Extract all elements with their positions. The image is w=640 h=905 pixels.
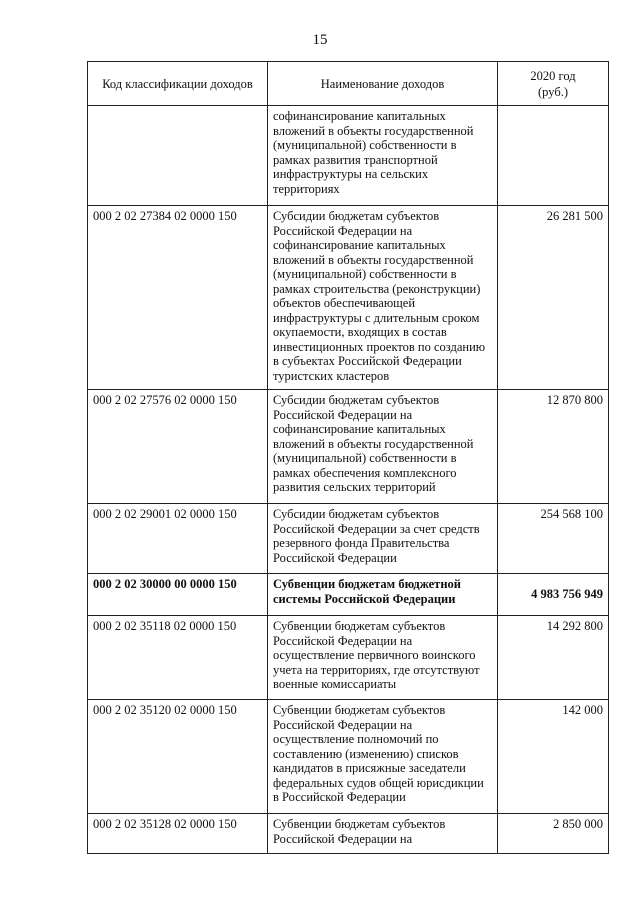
- row-amount: 26 281 500: [498, 206, 609, 390]
- row-amount: 142 000: [498, 700, 609, 814]
- header-year: 2020 год: [530, 68, 576, 83]
- table-row: [88, 504, 609, 574]
- row-code: 000 2 02 35128 02 0000 150: [88, 814, 268, 854]
- table-row: [88, 814, 609, 854]
- row-amount: [498, 106, 609, 206]
- page-number: 15: [312, 32, 328, 48]
- table-header-row: [88, 62, 609, 106]
- row-name: софинансирование капитальных вложений в объекты государственной (муниципальной) собственности в рамках развития транспортной инфраструктуры на сельских территориях: [268, 106, 498, 206]
- row-name: Субвенции бюджетам субъектов Российской Федерации на осуществление первичного воинского учета на территориях, где отсутствуют военные комиссариаты: [268, 616, 498, 700]
- row-name: Субвенции бюджетам субъектов Российской Федерации на осуществление полномочий по составлению (изменению) списков кандидатов в присяжные заседатели федеральных судов общей юрисдикции в Российской Федерации: [268, 700, 498, 814]
- row-amount: 4 983 756 949: [498, 574, 609, 616]
- row-name: Субсидии бюджетам субъектов Российской Федерации на софинансирование капитальных вложений в объекты государственной (муниципальной) собственности в рамках обеспечения комплексного развития сельских территорий: [268, 390, 498, 504]
- row-amount: 254 568 100: [498, 504, 609, 574]
- row-code: [88, 106, 268, 206]
- row-name: Субсидии бюджетам субъектов Российской Федерации на софинансирование капитальных вложений в объекты государственной (муниципальной) собственности в рамках строительства (реконструкции) объектов обеспечивающей инфраструктуры с длительным сроком окупаемости, входящих в состав инвестиционных проектов по созданию в субъектах Российской Федерации туристских кластеров: [268, 206, 498, 390]
- table-row: [88, 106, 609, 206]
- table-row: [88, 390, 609, 504]
- row-code: 000 2 02 35118 02 0000 150: [88, 616, 268, 700]
- revenue-table: [87, 61, 609, 854]
- table-row-subtotal: [88, 574, 609, 616]
- row-code: 000 2 02 27576 02 0000 150: [88, 390, 268, 504]
- table-row: [88, 700, 609, 814]
- header-unit: (руб.): [538, 84, 568, 99]
- row-amount: 14 292 800: [498, 616, 609, 700]
- row-amount: 2 850 000: [498, 814, 609, 854]
- row-name: Субвенции бюджетам бюджетной системы Российской Федерации: [268, 574, 498, 616]
- row-name: Субсидии бюджетам субъектов Российской Федерации за счет средств резервного фонда Правительства Российской Федерации: [268, 504, 498, 574]
- header-amount: [498, 62, 609, 106]
- row-code: 000 2 02 35120 02 0000 150: [88, 700, 268, 814]
- row-name: Субвенции бюджетам субъектов Российской Федерации на: [268, 814, 498, 854]
- header-name: Наименование доходов: [268, 62, 498, 106]
- table-row: [88, 206, 609, 390]
- row-code: 000 2 02 27384 02 0000 150: [88, 206, 268, 390]
- table-row: [88, 616, 609, 700]
- row-code: 000 2 02 30000 00 0000 150: [88, 574, 268, 616]
- row-code: 000 2 02 29001 02 0000 150: [88, 504, 268, 574]
- row-amount: 12 870 800: [498, 390, 609, 504]
- header-code: Код классификации доходов: [88, 62, 268, 106]
